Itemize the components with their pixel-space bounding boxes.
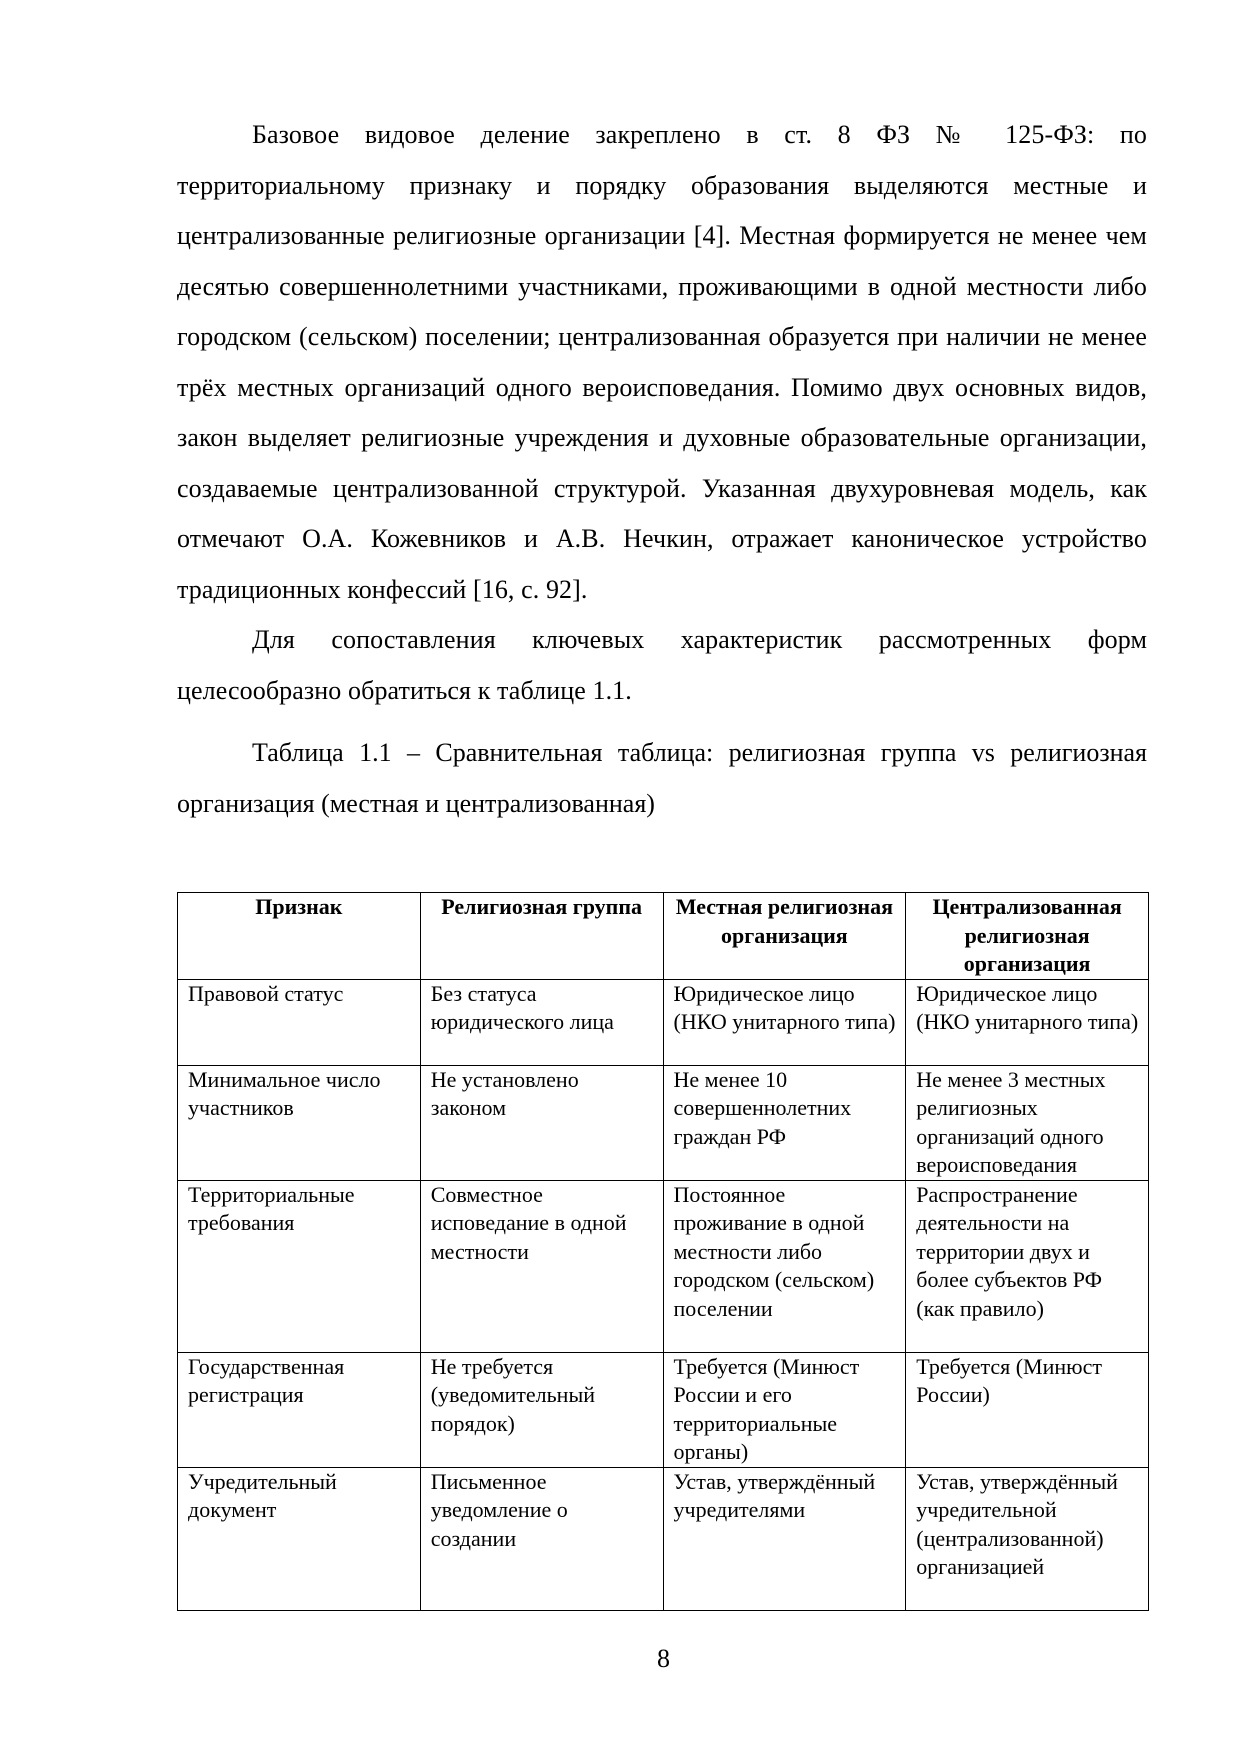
table-row: [178, 1352, 1149, 1467]
table-cell: Требуется (Минюст России и его территориальные органы): [663, 1352, 906, 1467]
table-cell: Распространение деятельности на территории двух и более субъектов РФ (как правило): [906, 1180, 1149, 1352]
table-cell: Не требуется (уведомительный порядок): [420, 1352, 663, 1467]
table-cell: Не менее 3 местных религиозных организаций одного вероисповедания: [906, 1065, 1149, 1180]
table-cell: Устав, утверждённый учредительной (централизованной) организацией: [906, 1467, 1149, 1610]
table-cell: Без статуса юридического лица: [420, 979, 663, 1065]
table-cell: Государственная регистрация: [178, 1352, 421, 1467]
comparison-table: [177, 892, 1149, 1611]
table-cell: Юридическое лицо (НКО унитарного типа): [906, 979, 1149, 1065]
table-cell: Минимальное число участников: [178, 1065, 421, 1180]
table-cell: Юридическое лицо (НКО унитарного типа): [663, 979, 906, 1065]
table-cell: Не менее 10 совершеннолетних граждан РФ: [663, 1065, 906, 1180]
table-cell: Постоянное проживание в одной местности либо городском (сельском) поселении: [663, 1180, 906, 1352]
table-header-cell: Централизованная религиозная организация: [906, 893, 1149, 980]
table-row: [178, 1180, 1149, 1352]
table-cell: Учредительный документ: [178, 1467, 421, 1610]
table-header-cell: Местная религиозная организация: [663, 893, 906, 980]
table-row: [178, 1065, 1149, 1180]
paragraph: Для сопоставления ключевых характеристик рассмотренных форм целесообразно обратиться к таблице 1.1.: [177, 625, 1147, 705]
table-cell: Правовой статус: [178, 979, 421, 1065]
table-row: [178, 979, 1149, 1065]
table-cell: Совместное исповедание в одной местности: [420, 1180, 663, 1352]
table-caption: Таблица 1.1 – Сравнительная таблица: религиозная группа vs религиозная организация (местная и централизованная): [177, 738, 1147, 818]
paragraph: Базовое видовое деление закреплено в ст. 8 ФЗ № 125-ФЗ: по территориальному признаку и порядку образования выделяются местные и централизованные религиозные организации [4]. Местная формируется не менее чем десятью совершеннолетними участниками, проживающими в одной местности либо городском (сельском) поселении; централизованная образуется при наличии не менее трёх местных организаций одного вероисповедания. Помимо двух основных видов, закон выделяет религиозные учреждения и духовные образовательные организации, создаваемые централизованной структурой. Указанная двухуровневая модель, как отмечают О.А. Кожевников и А.В. Нечкин, отражает каноническое устройство традиционных конфессий [16, с. 92].: [177, 120, 1147, 604]
table-cell: Письменное уведомление о создании: [420, 1467, 663, 1610]
table-cell: Территориальные требования: [178, 1180, 421, 1352]
table-header-cell: Религиозная группа: [420, 893, 663, 980]
table-cell: Требуется (Минюст России): [906, 1352, 1149, 1467]
document-body: [177, 110, 1147, 829]
table-row: [178, 1467, 1149, 1610]
table-cell: Устав, утверждённый учредителями: [663, 1467, 906, 1610]
table-header-cell: Признак: [178, 893, 421, 980]
table-cell: Не установлено законом: [420, 1065, 663, 1180]
table-header-row: [178, 893, 1149, 980]
page-number: 8: [657, 1644, 670, 1673]
